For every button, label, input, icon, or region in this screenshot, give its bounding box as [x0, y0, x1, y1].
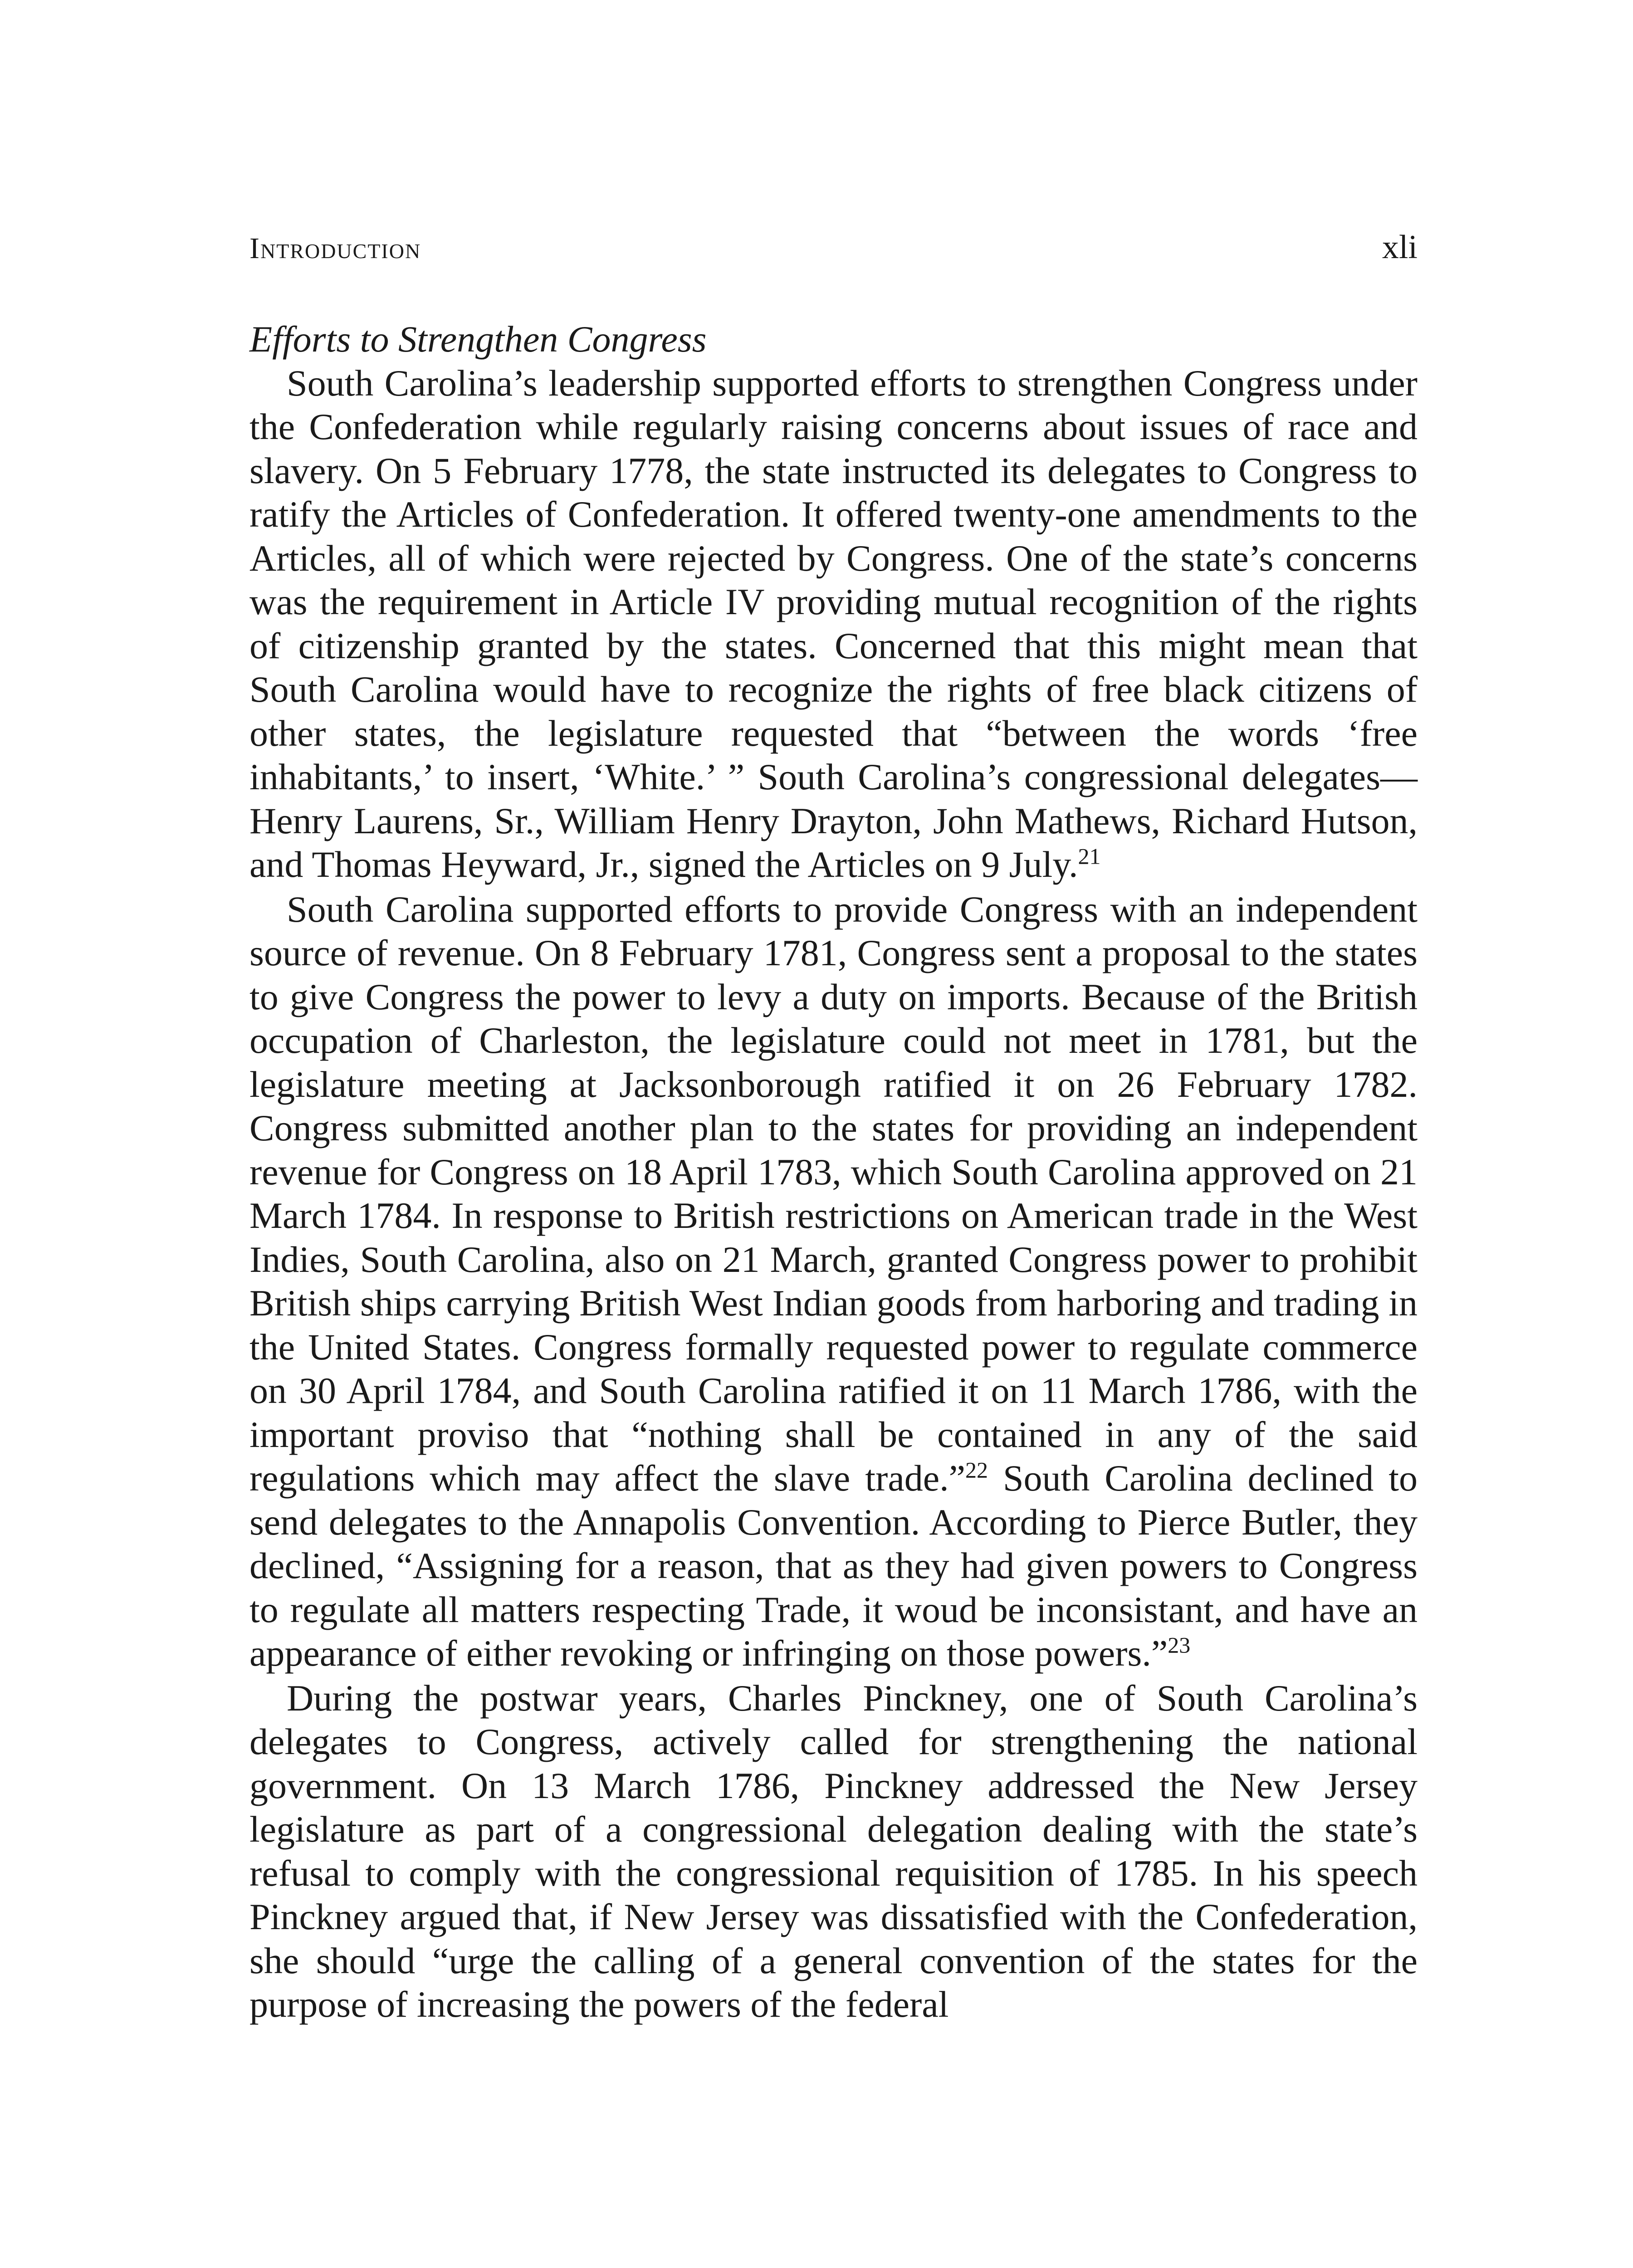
section-subhead: Efforts to Strengthen Congress	[249, 318, 707, 360]
paragraph-3	[249, 1677, 1418, 2027]
paragraph-1	[249, 362, 1418, 887]
paragraph-2-text: South Carolina supported efforts to provide Congress with an independent source of revenue. On 8 February 1781, Congress sent a proposal to the states to give Congress the power to levy a duty on imports. Because of the British occupation of Charleston, the legislature could not meet in 1781, but the legislature meeting at Jacksonborough ratified it on 26 February 1782. Congress submitted another plan to the states for providing an independent revenue for Congress on 18 April 1783, which South Carolina approved on 21 March 1784. In response to British restrictions on American trade in the West Indies, South Carolina, also on 21 March, granted Congress power to prohibit British ships carrying British West Indian goods from harboring and trading in the United States. Congress formally requested power to regulate commerce on 30 April 1784, and South Carolina ratified it on 11 March 1786, with the important proviso that “nothing shall be contained in any of the said regulations which may affect the slave trade.”	[249, 888, 1418, 1499]
body-text	[249, 318, 1418, 2027]
note-reference-22: 22	[965, 1457, 988, 1483]
note-reference-21: 21	[1078, 843, 1101, 869]
running-head	[249, 227, 1418, 268]
paragraph-1-text: South Carolina’s leadership supported efforts to strengthen Congress under the Confederation while regularly raising concerns about issues of race and slavery. On 5 February 1778, the state instructed its delegates to Congress to ratify the Articles of Confederation. It offered twenty-one amendments to the Articles, all of which were rejected by Congress. One of the state’s concerns was the requirement in Article IV providing mutual recognition of the rights of citizenship granted by the states. Concerned that this might mean that South Carolina would have to recognize the rights of free black citizens of other states, the legislature requested that “between the words ‘free inhabitants,’ to insert, ‘White.’ ” South Carolina’s congressional delegates—Henry Laurens, Sr., William Henry Drayton, John Mathews, Richard Hutson, and Thomas Heyward, Jr., signed the Articles on 9 July.	[249, 362, 1418, 885]
paragraph-3-text: During the postwar years, Charles Pinckney, one of South Carolina’s delegates to Congress, actively called for strengthening the national government. On 13 March 1786, Pinckney addressed the New Jersey legislature as part of a congressional delegation dealing with the state’s refusal to comply with the congressional requisition of 1785. In his speech Pinckney argued that, if New Jersey was dissatisfied with the Confederation, she should “urge the calling of a general convention of the states for the purpose of increasing the powers of the federal	[249, 1677, 1418, 2025]
paragraph-2-text-continued: South Carolina declined to send delegates to the Annapolis Convention. According to Pierce Butler, they declined, “Assigning for a reason, that as they had given powers to Congress to regulate all matters respecting Trade, it woud be inconsistant, and have an appearance of either revoking or infringing on those powers.”	[249, 1457, 1418, 1674]
page-number: xli	[1382, 229, 1418, 266]
section-title: Introduction	[249, 232, 421, 265]
paragraph-2	[249, 888, 1418, 1676]
note-reference-23: 23	[1168, 1632, 1191, 1658]
